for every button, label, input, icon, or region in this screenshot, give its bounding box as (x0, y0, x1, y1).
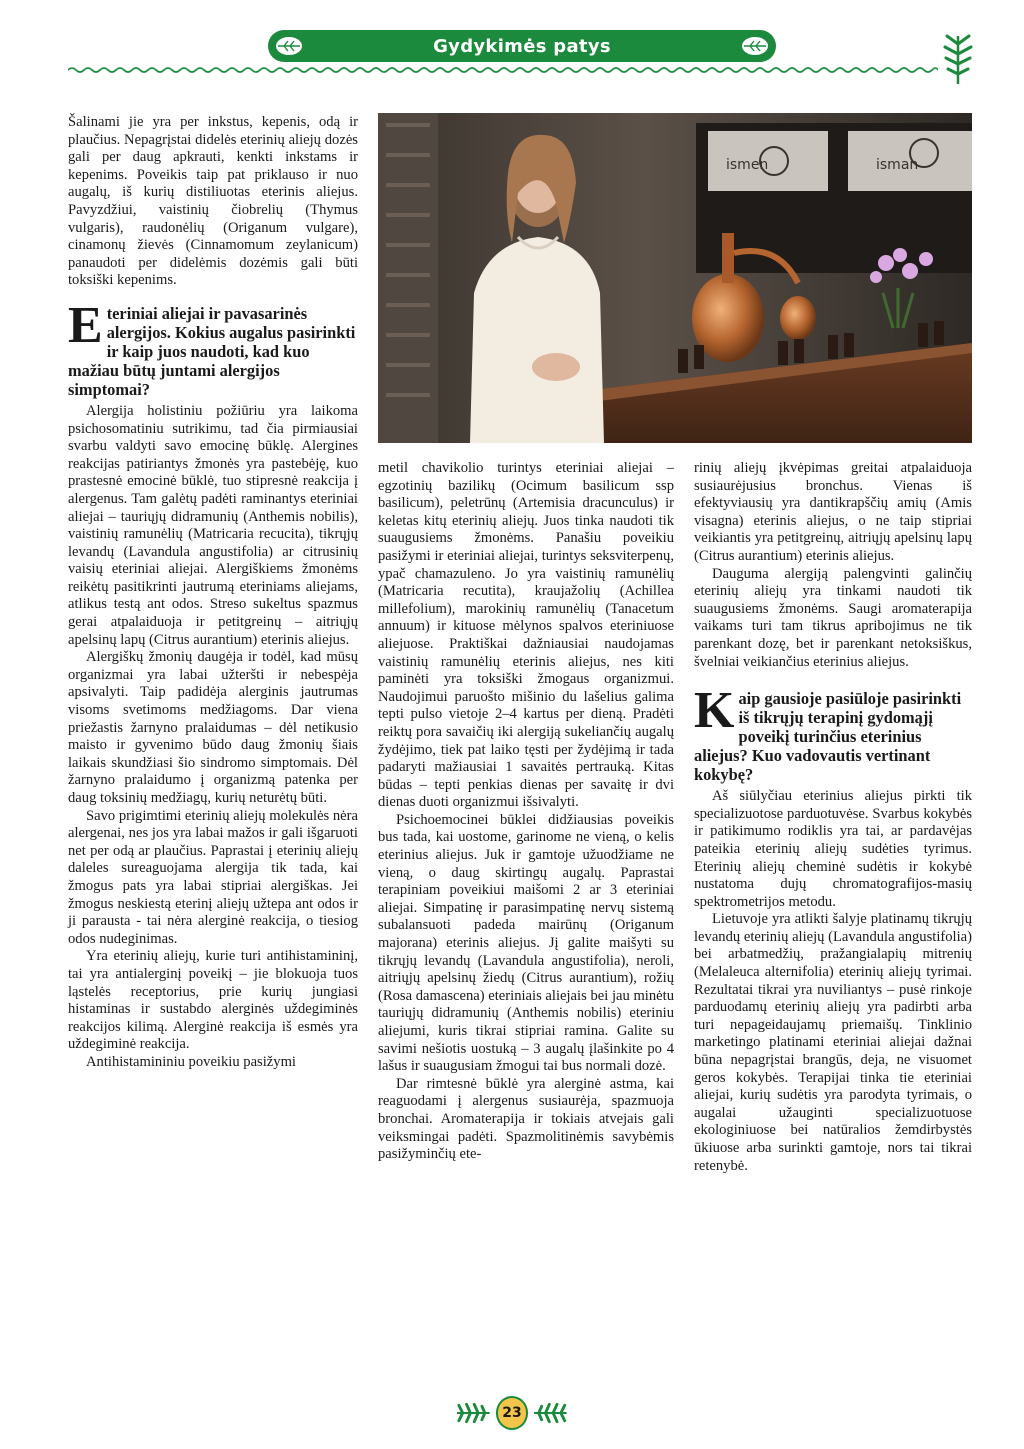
shop-sign-text-left: ismen (726, 157, 769, 173)
subheading-text: aip gausioje pasiūloje pasirinkti iš tikrųjų terapinį gydomąjį poveikį turinčius eterinius aliejus? Kuo vadovautis vertinant kokybę? (694, 689, 962, 785)
text-column-2 (378, 460, 674, 1164)
paragraph: rinių aliejų įkvėpimas greitai atpalaiduoja susiaurėjusius bronchus. Vienas iš efektyviausių yra dantikrapščių amių (Amis visagna) eterinis aliejus, o ne taip stipriai veikiantis yra petitgreinų, aitriųjų apelsinų lapų (Citrus aurantium) eterinis aliejus. (694, 460, 972, 564)
shop-sign-text-right: isman (876, 157, 919, 173)
paragraph: Dauguma alergiją palengvinti galinčių eterinių aliejų yra tinkami naudoti tik suaugusiems žmonėms. Saugi aromaterapija vaikams turi tam tikrus apribojimus ne tik parenkant dozę, bet ir parenkant netoksiškus, švelniai veikiančius eterinius aliejus. (694, 565, 972, 670)
paragraph: Aš siūlyčiau eterinius aliejus pirkti tik specializuotose parduotuvėse. Svarbus kokybės ir patikimumo rodiklis yra tai, ar pardavėjas pateikia eterinių aliejų sudėties tyrimus. Eterinių aliejų cheminė sudėtis ir kokybė nustatoma dujų chromatografijos-masių spektrometrijos metodu. (694, 788, 972, 910)
paragraph: metil chavikolio turintys eteriniai aliejai – egzotinių bazilikų (Ocimum basilicum ssp basilicum), peletrūnų (Artemisia dracunculus) ir keletas kitų eterinių aliejų. Juos tinka naudoti tik suaugusiems žmonėms. Panašiu poveikiu pasižymi ir eteriniai aliejai, turintys seksviterpenų, ypač chamazuleno. Jo yra vaistinių ramunėlių (Matricaria recutita), kraujažolių (Achillea millefolium), marokinių ramunėlių (Tanacetum annuum) ir kituose mėlynos spalvos eteriniuose aliejuose. Praktiškai dažniausiai naudojamas vaistinių ramunėlių eterinis aliejus, nes kiti paminėti yra toksiški žmogaus organizmui. Naudojimui paruošto mišinio du lašelius galima tepti pulso vietoje 2–4 kartus per dieną. Pradėti reiktų pora savaičių iki alergiją sukeliančių augalų žydėjimo, tiek pat laiko tęsti per žydėjimą ir tada padaryti mažiausiai 1 savaitės pertrauką. Kitas būdas – tepti penkias dienas per savaitę ir dvi dienas duoti organizmui išsivalyti. (378, 460, 674, 811)
paragraph: Savo prigimtimi eterinių aliejų molekulės nėra alergenai, nes jos yra labai mažos ir gali išgaruoti net per odą ar plaučius. Paprastai į eterinių aliejų daleles sureaguojama alergija tik tada, kai žmogus pats yra labai stipriai alergiškas. Jei žmogus neskiestą eterinį aliejų užtepa ant odos ir ji parausta - tai nėra alerginė reakcija, o tiesiog odos nudeginimas. (68, 807, 358, 947)
article-photo (378, 113, 972, 443)
subheading (68, 296, 358, 399)
paragraph: Yra eterinių aliejų, kurie turi antihistamininį, tai yra antialerginį poveikį – jie blokuoja tuos ląstelės receptorius, prie kurių jungiasi histaminas ir sustabdo alerginės uždegiminės reakcijos kilimą. Alerginė reakcija iš esmės yra uždegiminė reakcija. (68, 948, 358, 1053)
text-column-1 (68, 114, 358, 1072)
paragraph: Lietuvoje yra atlikti šalyje platinamų tikrųjų levandų eterinių aliejų (Lavandula angustifolia) bei arbatmedžių, pražangialapių mitrenių (Melaleuca alternifolia) eterinių aliejų tyrimai. Rezultatai tikrai yra nuviliantys – pusė rinkoje parduodamų eterinių aliejų yra padirbti arba turi nepageidaujamų priemaišų. Tinklinio marketingo platinami eteriniai aliejai dažnai būna nepagrįstai brangūs, deja, ne visuomet geros kokybės. Terapijai tinka tie eteriniai aliejai, kurių sudėtis yra parodyta tyrimais, o augalai užauginti specializuotuose ekologiniuose bei natūralios žemdirbystės ūkiuose arba surinkti gamtoje, nors tai tikrai retenybė. (694, 911, 972, 1174)
leaf-icon (740, 35, 770, 57)
drop-cap: E (68, 296, 103, 354)
leaf-icon (274, 35, 304, 57)
wave-ornament (68, 66, 938, 74)
paragraph: Alergija holistiniu požiūriu yra laikoma psichosomatiniu sutrikimu, tad čia pirmiausiai svarbu valdyti savo emocinę būklę. Alergines reakcijas patiriantys žmonės yra pastebėję, kuo prastesnė emocinė būklė, tuo stipresnė reakcija į alergenus. Tam galėtų padėti raminantys eteriniai aliejai – tauriųjų didramunių (Anthemis nobilis), vaistinių ramunėlių (Matricaria recucita), tikrųjų levandų (Lavandula angustifolia) ar citrusinių vaisių eteriniai aliejai. Alergiškiems žmonėms reikėtų pasitikrinti jautrumą eteriniams aliejams, atlikus testą ant odos. Streso sukeltus spazmus gerai atpalaiduoja ir petitgreinų – aitriųjų apelsinų lapų (Citrus aurantium) eterinis aliejus. (68, 402, 358, 648)
text-column-3 (694, 460, 972, 1175)
paragraph: Psichoemocinei būklei didžiausias poveikis bus tada, kai uostome, garinome ne vieną, o kelis eterinius aliejus. Juk ir gamtoje užuodžiame ne vieną, o daug skirtingų augalų. Paprastai terapiniam poveikiui maišomi 2 ar 3 eteriniai aliejai. Simpatinę ir parasimpatinę nervų sistemą subalansuoti padeda mairūnų (Origanum majorana) eterinis aliejus. Jį galite maišyti su tikrųjų levandų (Lavandula angustifolia), neroli, aitriųjų apelsinų žiedų (Citrus aurantium), rožių (Rosa damascena) eteriniais aliejais bei jau minėtu tauriųjų didramunių (Anthemis nobilis) eteriniu aliejumi, kuris tikrai stipriai ramina. Galite su savimi nešiotis uostuką – 3 augalų įlašinkite po 4 lašus ir suaugusiam žmogui tai bus normali dozė. (378, 811, 674, 1075)
herb-sprig-icon (938, 30, 978, 86)
paragraph: Alergiškų žmonių daugėja ir todėl, kad mūsų organizmai yra labai užteršti ir nebespėja apsivalyti. Taip padidėja alerginis jautrumas visoms svetimoms medžiagoms. Dar viena priežastis žarnyno pralaidumas – dėl netikusio maisto ir gyvenimo būdo daug žmonių šiais laikais skundžiasi šio sindromo simptomais. Dėl žarnyno pralaidumo į organizmą patenka per daug toksinių medžiagų, kurių neturėtų būti. (68, 649, 358, 806)
paragraph: Antihistamininiu poveikiu pasižymi (86, 1053, 296, 1070)
section-banner (268, 30, 776, 62)
subheading-text: teriniai aliejai ir pavasarinės alergijos. Kokius augalus pasirinkti ir kaip juos naudoti, kad kuo mažiau būtų juntami alergijos simptomai? (68, 303, 356, 399)
section-title: Gydykimės patys (433, 35, 611, 57)
page-number: 23 (496, 1396, 529, 1430)
page-footer (455, 1393, 569, 1433)
subheading (694, 682, 972, 785)
herb-branch-icon (532, 1398, 569, 1428)
paragraph: Šalinami jie yra per inkstus, kepenis, odą ir plaučius. Nepagrįstai didelės eterinių aliejų dozės gali per daug apkrauti, kenkti inkstams ir kepenims. Poveikis taip pat priklauso ir nuo augalų, iš kurių distiliuotas eterinis aliejus. Pavyzdžiui, vaistinių čiobrelių (Thymus vulgaris), raudonėlių (Origanum vulgare), cinamonų žievės (Cinnamomum zeylanicum) panaudoti per didelėmis dozėmis gali būti toksiški kepenims. (68, 114, 358, 289)
paragraph: Dar rimtesnė būklė yra alerginė astma, kai reaguodami į alergenus susiaurėja, spazmuoja bronchai. Aromaterapija ir tokiais atvejais gali veiksmingai padėti. Spazmolitinėmis savybėmis pasižyminčių ete- (378, 1075, 674, 1163)
drop-cap: K (694, 682, 735, 740)
herb-branch-icon (455, 1398, 492, 1428)
